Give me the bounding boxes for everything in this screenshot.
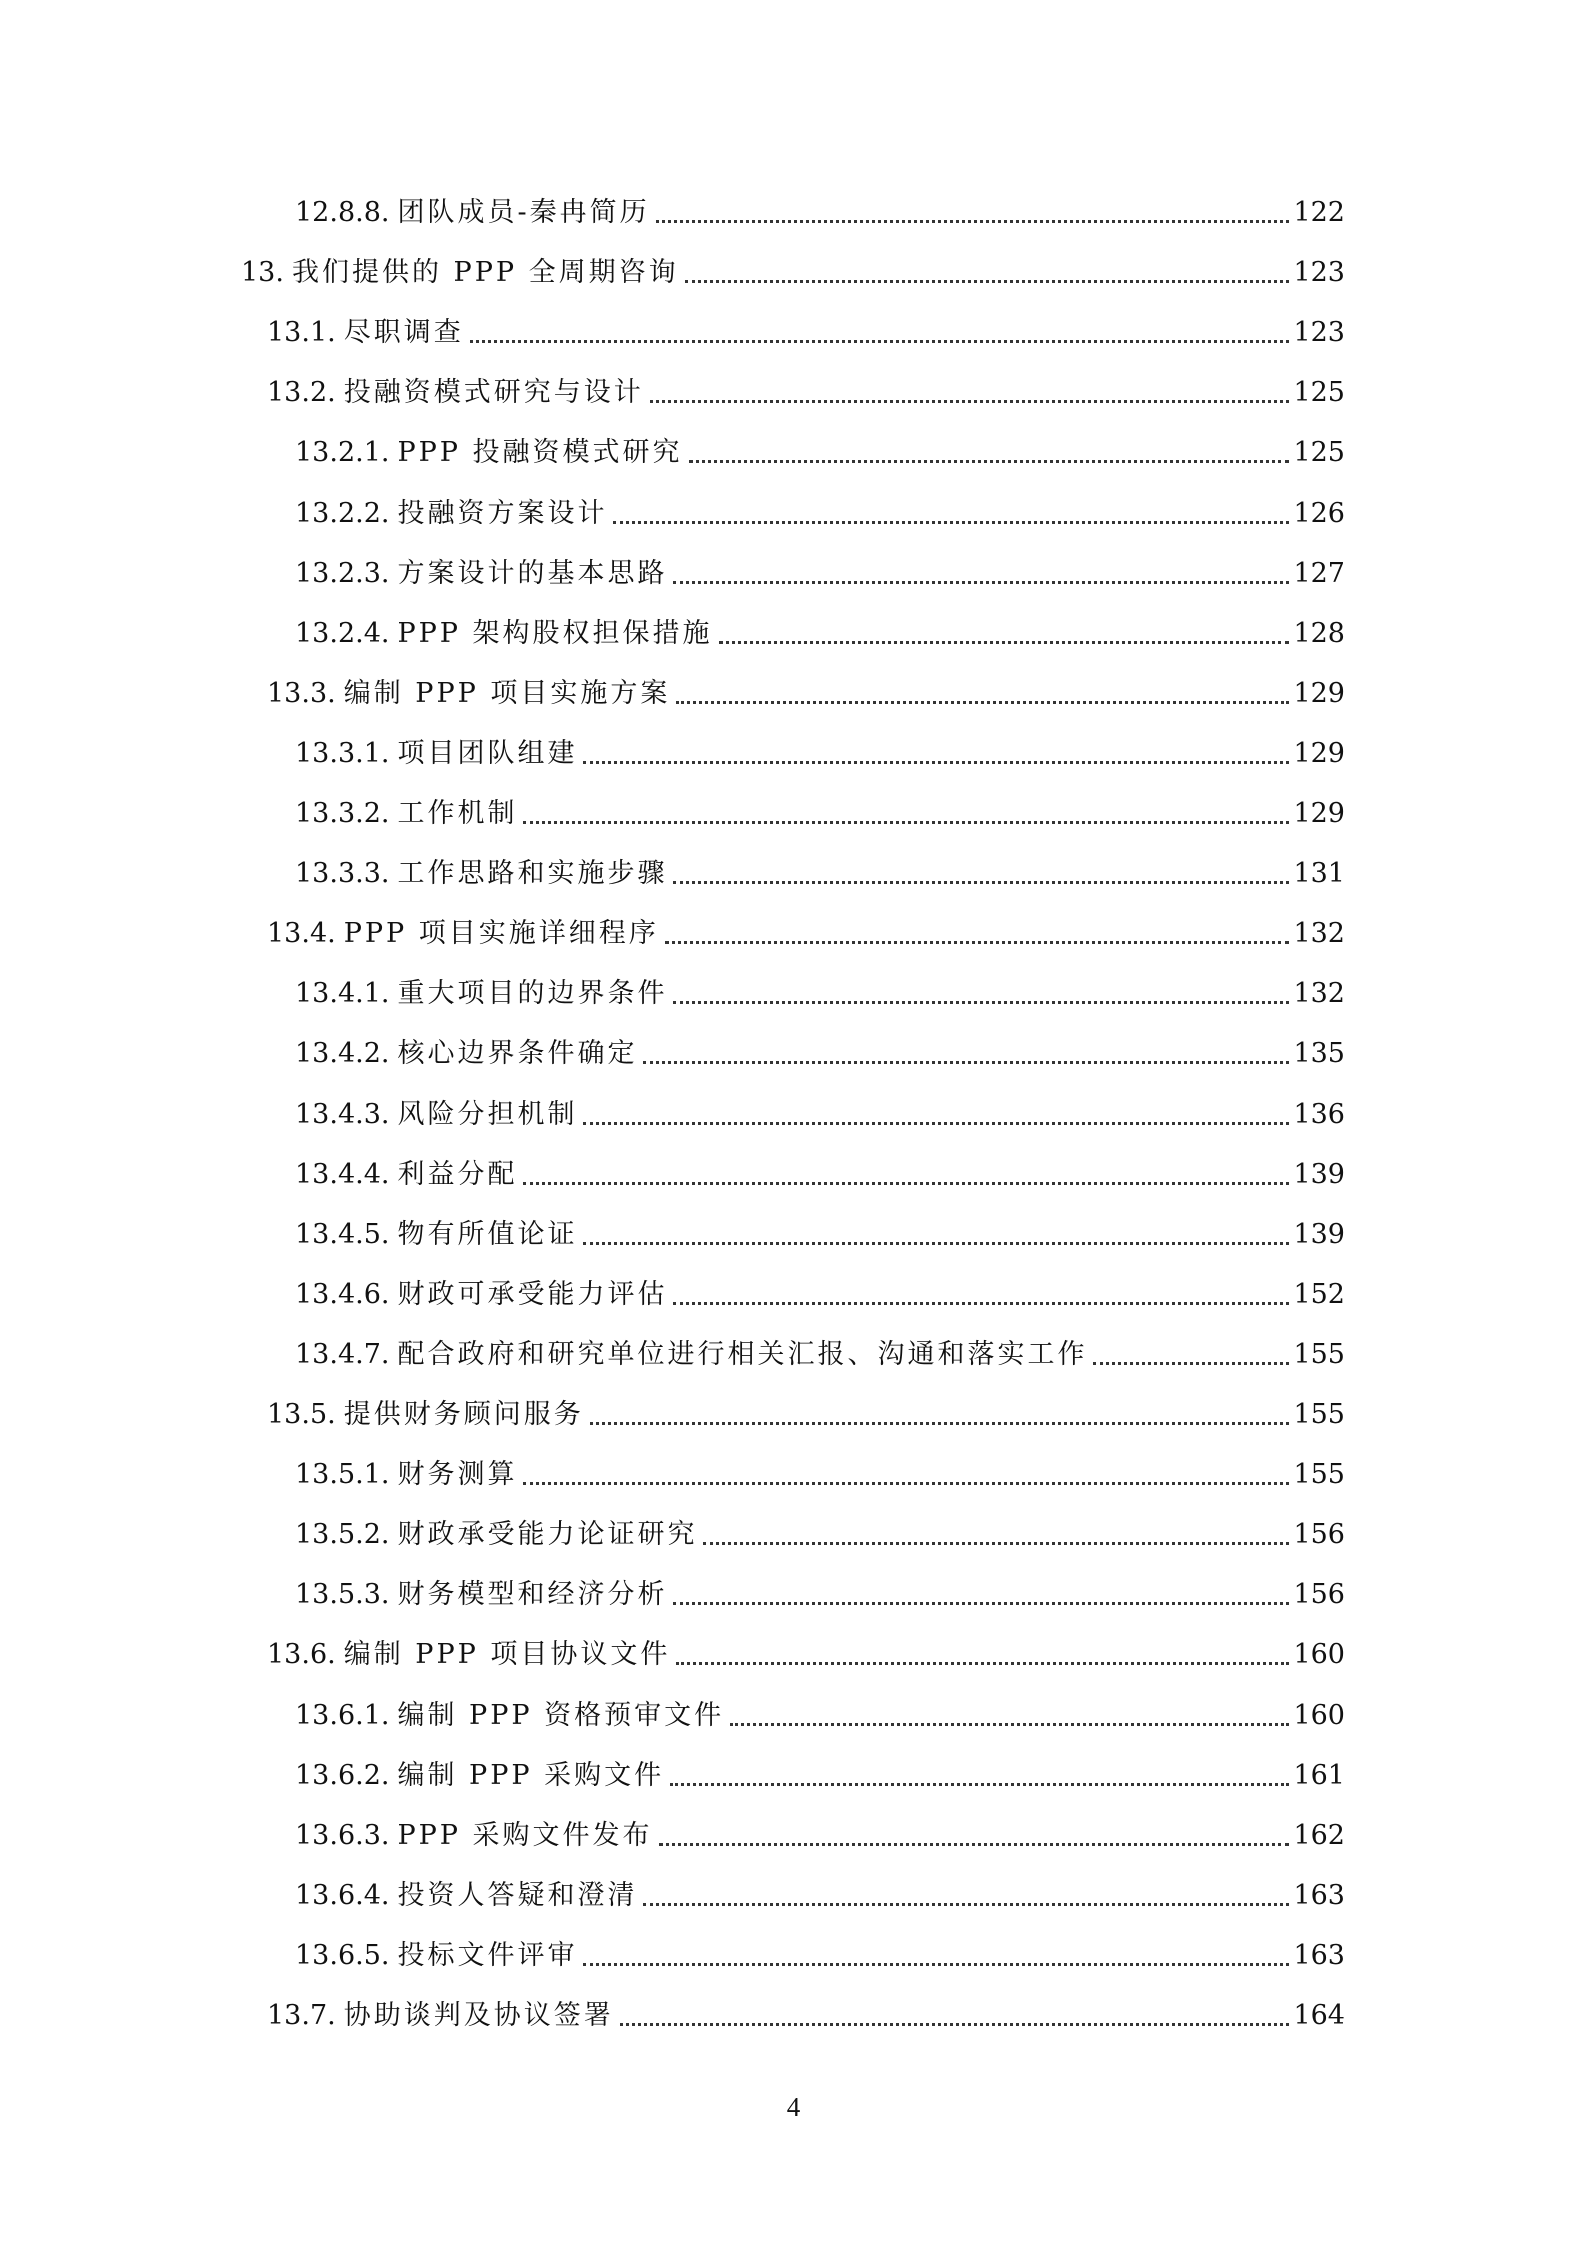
toc-dot-leader [470,340,1290,343]
toc-entry-number: 12.8.8. [295,197,390,228]
toc-dot-leader [1093,1362,1289,1365]
toc-entry-page: 129 [1293,737,1345,769]
toc-dot-leader [583,1242,1289,1245]
toc-entry-number: 13. [241,257,284,289]
toc-entry-number: 13.4.2. [295,1038,390,1070]
toc-dot-leader [730,1723,1289,1726]
toc-entry-title: 财政可承受能力评估 [397,1278,668,1310]
toc-entry-page: 139 [1293,1158,1345,1190]
toc-entry-title: 财政承受能力论证研究 [397,1519,698,1551]
toc-entry-page: 156 [1293,1519,1345,1551]
toc-entry-number: 13.2.4. [295,617,390,649]
toc-entry-title: 项目团队组建 [397,737,578,769]
toc-entry-page: 163 [1293,1939,1345,1971]
toc-entry[interactable] [267,671,1345,717]
toc-entry-page: 160 [1293,1639,1345,1671]
toc-dot-leader [523,1482,1289,1485]
toc-entry[interactable] [267,1993,1345,2039]
toc-entry[interactable] [295,1152,1345,1198]
toc-entry[interactable] [295,1753,1345,1799]
toc-entry-title: 我们提供的 PPP 全周期咨询 [291,257,679,289]
toc-dot-leader [673,1602,1289,1605]
toc-entry-page: 125 [1293,377,1345,409]
toc-entry-title: 配合政府和研究单位进行相关汇报、沟通和落实工作 [397,1338,1088,1370]
toc-entry-title: 风险分担机制 [397,1098,578,1130]
toc-entry-page: 136 [1293,1098,1345,1130]
toc-entry-page: 163 [1293,1879,1345,1911]
toc-dot-leader [673,1001,1289,1004]
toc-entry-title: 协助谈判及协议签署 [343,2000,614,2031]
toc-entry[interactable] [295,1212,1345,1258]
toc-entry[interactable] [295,491,1345,537]
toc-entry-number: 13.7. [267,2000,336,2031]
toc-entry-title: 重大项目的边界条件 [397,978,668,1010]
toc-entry-page: 139 [1293,1218,1345,1250]
toc-entry-number: 13.6.4. [295,1879,390,1911]
toc-entry[interactable] [241,250,1345,296]
toc-entry[interactable] [295,731,1345,777]
toc-entry-page: 156 [1293,1579,1345,1611]
toc-entry[interactable] [295,851,1345,897]
toc-dot-leader [670,1783,1289,1786]
toc-entry-page: 162 [1293,1819,1345,1851]
toc-entry-number: 13.3.1. [295,737,390,769]
toc-entry-number: 13.2.2. [295,497,390,529]
toc-entry-page: 132 [1293,978,1345,1010]
toc-entry-page: 152 [1293,1278,1345,1310]
toc-entry-title: 尽职调查 [343,317,464,349]
toc-dot-leader [673,881,1289,884]
toc-entry-number: 13.3.3. [295,858,390,890]
toc-dot-leader [523,1182,1289,1185]
toc-entry-title: 方案设计的基本思路 [397,557,668,589]
toc-entry-page: 123 [1293,317,1345,349]
toc-entry-page: 131 [1293,858,1345,890]
toc-entry-title: 利益分配 [397,1158,518,1190]
toc-dot-leader [583,1122,1289,1125]
toc-dot-leader [689,460,1290,463]
toc-dot-leader [613,521,1289,524]
toc-entry-page: 127 [1293,557,1345,589]
toc-dot-leader [719,641,1290,644]
toc-entry-page: 164 [1293,2000,1345,2031]
toc-entry-number: 13.6. [267,1639,336,1671]
toc-entry-page: 161 [1293,1759,1345,1791]
toc-entry-number: 13.4.7. [295,1338,390,1370]
toc-entry-number: 13.6.3. [295,1819,390,1851]
toc-entry-title: 提供财务顾问服务 [343,1399,584,1430]
toc-entry[interactable] [295,1873,1345,1919]
toc-entry-number: 13.4.5. [295,1218,390,1250]
toc-entry-number: 13.5.2. [295,1519,390,1551]
toc-entry[interactable] [295,1332,1345,1378]
toc-dot-leader [659,1843,1290,1846]
toc-dot-leader [643,1903,1289,1906]
toc-dot-leader [643,1061,1289,1064]
toc-entry-title: 投融资方案设计 [397,497,608,529]
toc-entry-title: PPP 采购文件发布 [397,1819,653,1851]
toc-entry-title: 投融资模式研究与设计 [343,377,644,409]
toc-dot-leader [665,941,1290,944]
toc-entry[interactable] [267,310,1345,356]
toc-entry[interactable] [295,971,1345,1017]
toc-entry-number: 13.4.6. [295,1278,390,1310]
toc-entry-number: 13.4.1. [295,978,390,1010]
toc-entry-page: 122 [1293,197,1345,228]
toc-entry-title: 物有所值论证 [397,1218,578,1250]
toc-entry-title: 核心边界条件确定 [397,1038,638,1070]
toc-dot-leader [673,581,1289,584]
toc-entry[interactable] [295,1693,1345,1739]
toc-entry-page: 155 [1293,1399,1345,1430]
toc-entry-number: 13.4.3. [295,1098,390,1130]
toc-entry-page: 155 [1293,1459,1345,1491]
toc-entry[interactable] [295,1272,1345,1318]
toc-entry-page: 155 [1293,1338,1345,1370]
toc-entry-title: 编制 PPP 采购文件 [397,1759,665,1791]
toc-entry[interactable] [295,190,1345,236]
toc-entry-title: 财务模型和经济分析 [397,1579,668,1611]
toc-entry-title: 编制 PPP 项目协议文件 [343,1639,671,1671]
toc-entry-number: 13.5.1. [295,1459,390,1491]
toc-entry[interactable] [295,551,1345,597]
toc-entry-title: 工作思路和实施步骤 [397,858,668,890]
toc-entry[interactable] [267,370,1345,416]
toc-entry-title: PPP 项目实施详细程序 [343,918,659,950]
toc-entry-number: 13.1. [267,317,336,349]
toc-entry[interactable] [295,1813,1345,1859]
toc-dot-leader [590,1422,1290,1425]
toc-entry[interactable] [267,1632,1345,1678]
toc-entry-number: 13.3.2. [295,798,390,829]
toc-entry-number: 13.5.3. [295,1579,390,1611]
toc-entry-title: 编制 PPP 资格预审文件 [397,1699,725,1731]
toc-entry-number: 13.6.2. [295,1759,390,1791]
toc-entry[interactable] [267,1392,1345,1438]
toc-entry[interactable] [295,430,1345,476]
toc-dot-leader [676,1662,1289,1665]
toc-dot-leader [676,701,1289,704]
toc-entry-page: 132 [1293,918,1345,950]
toc-entry-title: 编制 PPP 项目实施方案 [343,677,671,709]
toc-entry-title: 团队成员-秦冉简历 [397,197,650,228]
page-number: 4 [786,2092,801,2122]
toc-entry-page: 125 [1293,437,1345,469]
toc-entry[interactable] [295,1572,1345,1618]
toc-dot-leader [685,280,1290,283]
toc-entry-title: PPP 架构股权担保措施 [397,617,713,649]
toc-entry-number: 13.2. [267,377,336,409]
toc-dot-leader [673,1302,1289,1305]
toc-entry-number: 13.6.1. [295,1699,390,1731]
toc-entry-page: 128 [1293,617,1345,649]
toc-entry-number: 13.4. [267,918,336,950]
toc-entry[interactable] [295,791,1345,837]
toc-entry-title: 财务测算 [397,1459,518,1491]
toc-entry[interactable] [295,1092,1345,1138]
toc-entry-title: 投资人答疑和澄清 [397,1879,638,1911]
toc-dot-leader [523,821,1289,824]
toc-entry-title: 投标文件评审 [397,1939,578,1971]
toc-entry-page: 129 [1293,677,1345,709]
toc-entry[interactable] [295,1452,1345,1498]
toc-entry-page: 123 [1293,257,1345,289]
toc-entry-number: 13.6.5. [295,1939,390,1971]
toc-entry-page: 129 [1293,798,1345,829]
toc-dot-leader [620,2023,1290,2026]
toc-entry-number: 13.3. [267,677,336,709]
toc-entry-number: 13.5. [267,1399,336,1430]
toc-entry[interactable] [295,611,1345,657]
toc-dot-leader [650,400,1290,403]
toc-dot-leader [583,761,1289,764]
toc-dot-leader [656,220,1290,223]
toc-dot-leader [583,1963,1289,1966]
toc-entry-number: 13.2.3. [295,557,390,589]
toc-entry-title: 工作机制 [397,798,518,829]
toc-entry-number: 13.2.1. [295,437,390,469]
toc-entry-page: 135 [1293,1038,1345,1070]
toc-entry-page: 160 [1293,1699,1345,1731]
toc-entry-page: 126 [1293,497,1345,529]
toc-entry[interactable] [267,911,1345,957]
toc-dot-leader [703,1542,1289,1545]
toc-entry-title: PPP 投融资模式研究 [397,437,683,469]
toc-entry-number: 13.4.4. [295,1158,390,1190]
toc-entry[interactable] [295,1512,1345,1558]
toc-entry[interactable] [295,1933,1345,1979]
toc-entry[interactable] [295,1031,1345,1077]
